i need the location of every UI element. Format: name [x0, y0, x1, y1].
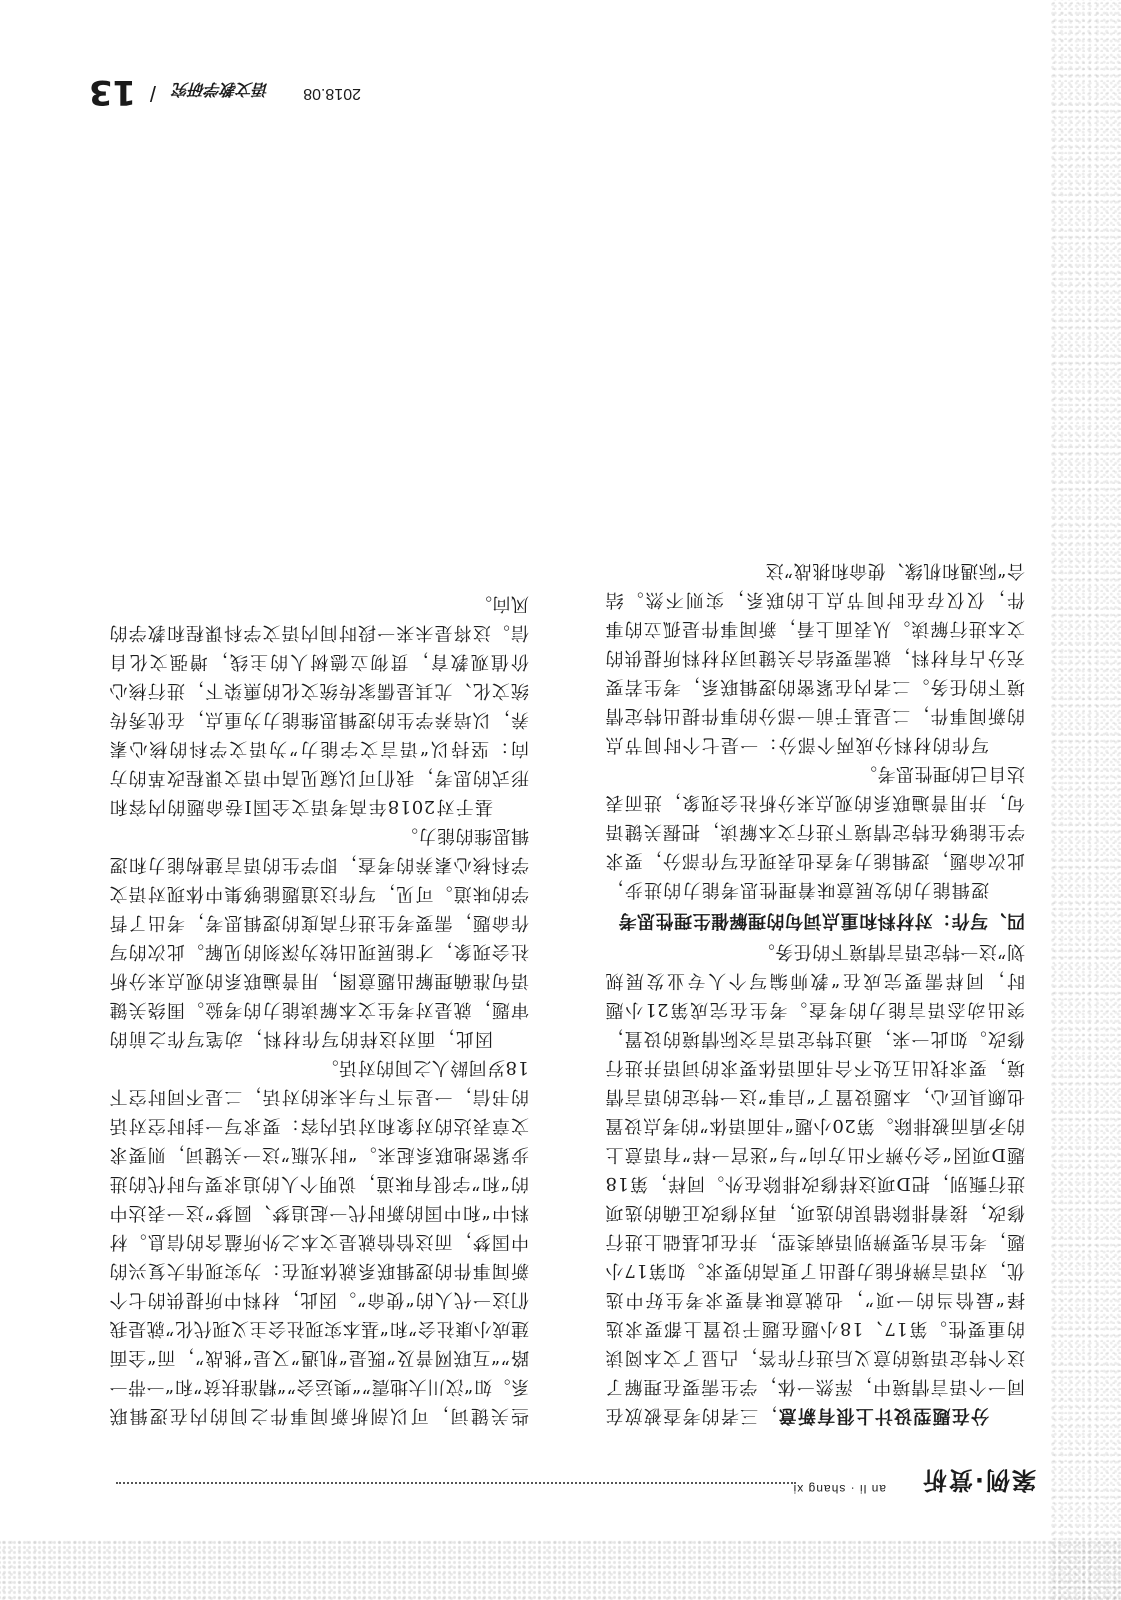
paragraph [605, 937, 1025, 1430]
left-column [605, 556, 1025, 1430]
section-pinyin: an li · shang xi [792, 1482, 886, 1496]
paragraph: 因此，面对这样的写作材料，动笔写作之前的审题，就是对考生文本解读能力的考验。围绕关键语句准确理解出题意图，用普遍联系的观点来分析社会现象，才能展现出较为深刻的见解。此次的写作命题，需要考生进行高度的逻辑思考，考出了哲学的味道。可见，写作这道题能够集中体现对语文学科核心素养的考查，即学生的语言建构能力和逻辑思维的能力。 [109, 825, 529, 1049]
scan-noise-edge [0, 1540, 1121, 1600]
page-number: 13 [88, 72, 136, 112]
journal-name: 语文教学研究 [172, 80, 269, 97]
right-column [109, 589, 529, 1430]
paragraph: 基于对2018年高考语文全国I卷命题的内容和形式的思考，我们可以窥见高中语文课程改革的方向：坚持以“语言文字能力”为语文学科的核心素养，以培养学生的逻辑思维能力为重点，在优秀传统文化、尤其是儒家传统文化的熏染下，进行核心价值观教育，贯彻立德树人的主线，增强文化自信。这将是未来一段时间内语文学科课程和教学的风向。 [109, 593, 529, 817]
bold-lead: 分在题型设计上很有新意 [777, 1405, 989, 1426]
page-footer [41, 72, 361, 112]
page-header [116, 1454, 1036, 1500]
paragraph: 逻辑能力的发展意味着理性思考能力的进步，此次命题，逻辑能力考查也表现在写作部分，要求学生能够在特定情境下进行文本解读，把握关键语句，并用普遍联系的观点来分析社会现象，进而表达自己的理性思考。 [605, 763, 1025, 900]
paragraph: 写作的材料分成两个部分：一是七个时间节点的新闻事件，二是基于前一部分的事件提出特定情境下的任务。二者内在紧密的逻辑联系，考生若要充分占有材料，就需要结合关键词对材料所提供的文本进行解读。从表面上看，新闻事件是孤立的事件，仅仅存在时间节点上的联系，实则不然。结合“际遇和机缘、使命和挑战”这 [605, 560, 1025, 755]
issue-date: 2018.08 [303, 85, 361, 102]
scan-noise [1051, 0, 1121, 1600]
footer-divider: / [149, 81, 156, 106]
section-title: 案例·赏析 [920, 1466, 1036, 1494]
paragraph-text: ，三者的考查被放在同一个语言情境中，浑然一体，学生需要在理解了这个特定语境的意义后进行作答，凸显了文本阅读的重要性。第17、18小题在题干设置上都要求选择“最恰当的一项”，也就意味着要求考生好中选优，对语言辨析能力提出了更高的要求。如第17小题，考生首先要辨别语病类型，并在此基础上进行修改，接着排除错误的选项，再对修改正确的选项进行甄别，把D项这样修改排除在外。同样，第18题D项因“会分辨不出方向”与“迷宫一样”有语意上的矛盾而被排除。第20小题“书面语体”的考点设置也颇具匠心，本题设置了“启事”这一特定的语言情境，要求找出五处不合书面语体要求的词语并进行修改。如此一来，通过特定语言交际情境的设置，突出动态语言能力的考查。考生在完成第21小题时，同样需要完成在“教师编写个人专业发展规划”这一特定语言情境下的任务。 [604, 941, 1025, 1426]
section-heading: 四、写作：对材料和重点词句的理解催生理性思考 [618, 910, 1025, 931]
paragraph: 些关键词，可以剖析新闻事件之间的内在逻辑联系。如“汶川大地震”“奥运会”“精准扶贫”和“一带一路”“互联网普及”既是“机遇”又是“挑战”，而“全面建成小康社会”和“基本实现社会主义现代化”就是我们这一代人的“使命”。因此，材料中所提供的七个新闻事件的逻辑联系就体现在：为实现伟大复兴的中国梦，而这恰恰就是文本之外所蕴含的信息。材料中“和中国的新时代一起追梦、圆梦”这一表达中的“和”字很有味道，说明个人的追求要与时代的进步紧密地联系起来。“时光瓶”这一关键词，则要求文章表达的对象和对话内容：要求写一封时空对话的书信，一是当下与未来的对话，二是不同时空下18岁同龄人之间的对话。 [109, 1057, 529, 1426]
header-dotted-rule [116, 1482, 796, 1484]
